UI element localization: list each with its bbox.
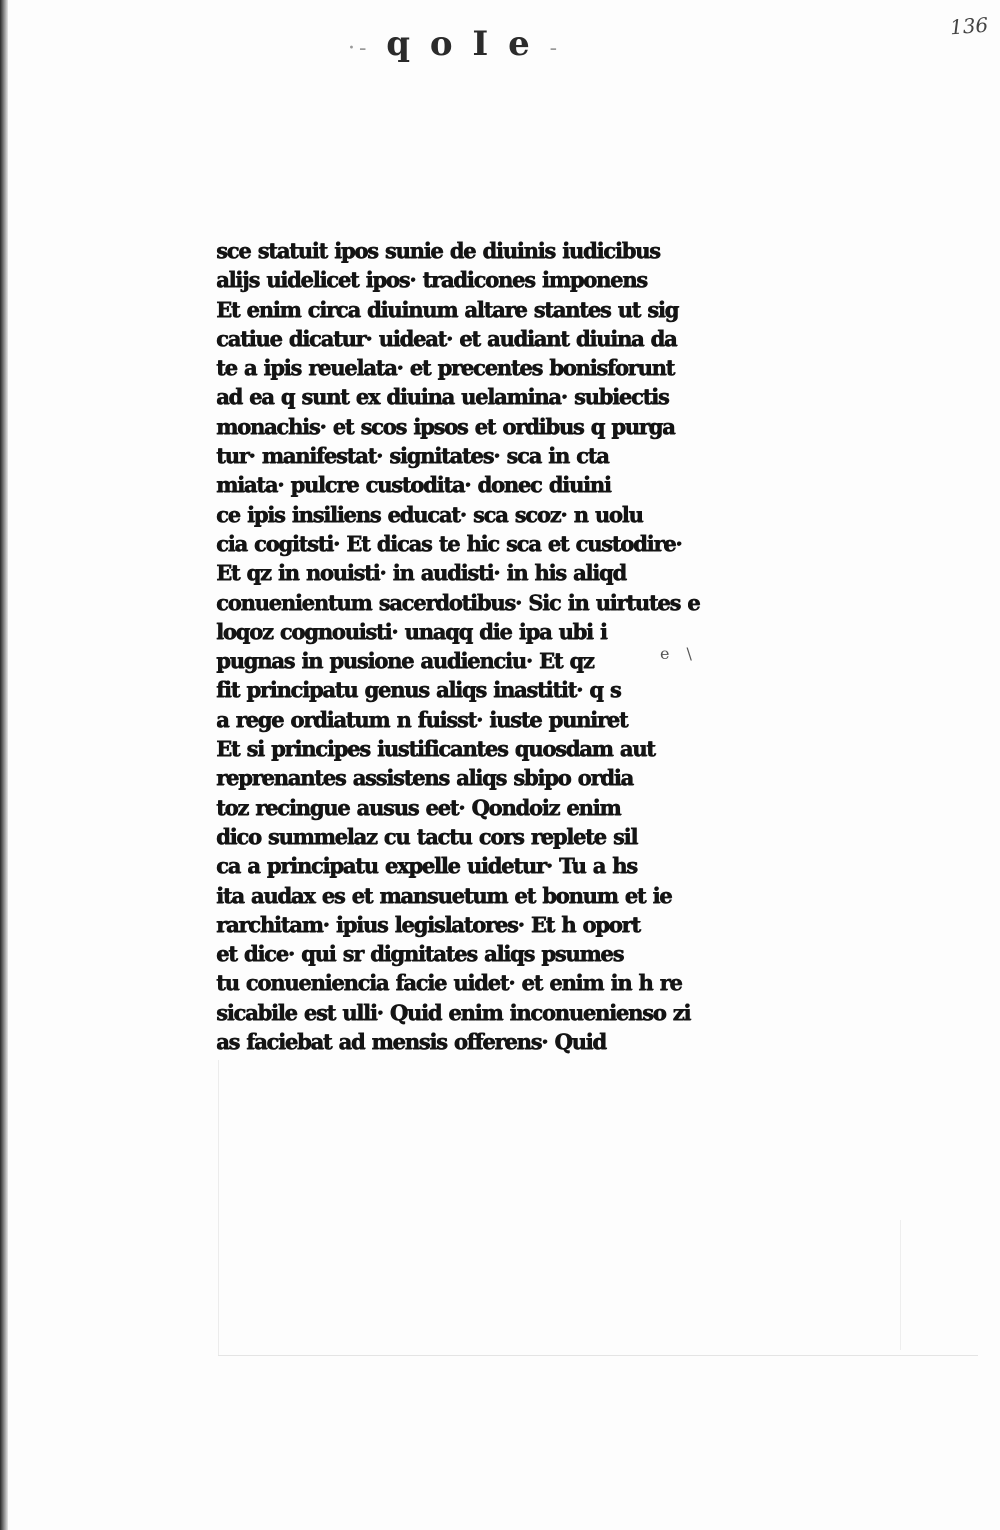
running-head bbox=[348, 24, 562, 64]
text-line: Et si principes iustificantes quosdam aut bbox=[216, 736, 655, 762]
text-line: tu conueniencia facie uidet· et enim in h re bbox=[216, 970, 682, 996]
text-line: fit principatu genus aliqs inastitit· q s bbox=[216, 677, 621, 703]
text-line: alijs uidelicet ipos· tradicones imponens bbox=[216, 267, 647, 293]
text-line: ad ea q sunt ex diuina uelamina· subiectis bbox=[216, 384, 669, 410]
text-line: as faciebat ad mensis offerens· Quid bbox=[216, 1029, 606, 1055]
text-line: rarchitam· ipius legislatores· Et h oport bbox=[216, 911, 640, 937]
page-crop-line bbox=[218, 1060, 219, 1355]
text-line: Et qz in nouisti· in audisti· in his aliqd bbox=[216, 560, 626, 586]
main-text-column bbox=[216, 236, 700, 1056]
text-line: sicabile est ulli· Quid enim inconuenienso zi bbox=[216, 999, 691, 1025]
text-line: et dice· qui sr dignitates aliqs psumes bbox=[216, 941, 624, 967]
running-head-flourish: - bbox=[549, 36, 562, 61]
text-line: miata· pulcre custodita· donec diuini bbox=[216, 472, 611, 498]
text-line: ita audax es et mansuetum et bonum et ie bbox=[216, 882, 672, 908]
running-head-flourish: ·- bbox=[348, 36, 371, 61]
text-line: Et enim circa diuinum altare stantes ut sig bbox=[216, 296, 679, 322]
text-line: toz recingue ausus eet· Qondoiz enim bbox=[216, 794, 621, 820]
running-head-text: q o I e bbox=[386, 24, 534, 64]
text-line: reprenantes assistens aliqs sbipo ordia bbox=[216, 765, 633, 791]
text-line: catiue dicatur· uideat· et audiant diuina da bbox=[216, 325, 677, 351]
text-line: a rege ordiatum n fuisst· iuste puniret bbox=[216, 706, 628, 732]
text-line: sce statuit ipos sunie de diuinis iudicibus bbox=[216, 238, 660, 263]
text-line: ce ipis insiliens educat· sca scoz· n uolu bbox=[216, 501, 643, 527]
text-line: pugnas in pusione audienciu· Et qz bbox=[216, 648, 594, 674]
text-line: loqoz cognouisti· unaqq die ipa ubi i bbox=[216, 618, 607, 644]
page-crop-line bbox=[900, 1220, 901, 1350]
page-binding-edge bbox=[0, 0, 8, 1530]
page-crop-line bbox=[218, 1355, 978, 1356]
text-line: dico summelaz cu tactu cors replete sil bbox=[216, 823, 638, 849]
text-line: conuenientum sacerdotibus· Sic in uirtutes e bbox=[216, 589, 700, 615]
text-line: cia cogitsti· Et dicas te hic sca et custodire· bbox=[216, 530, 682, 556]
marginal-annotation: e \ bbox=[660, 644, 698, 663]
text-line: ca a principatu expelle uidetur· Tu a hs bbox=[216, 853, 637, 879]
text-line: te a ipis reuelata· et precentes bonisforunt bbox=[216, 355, 675, 381]
text-line: tur· manifestat· signitates· sca in cta bbox=[216, 443, 609, 469]
text-line: monachis· et scos ipsos et ordibus q purga bbox=[216, 413, 675, 439]
folio-number: 136 bbox=[949, 12, 989, 40]
